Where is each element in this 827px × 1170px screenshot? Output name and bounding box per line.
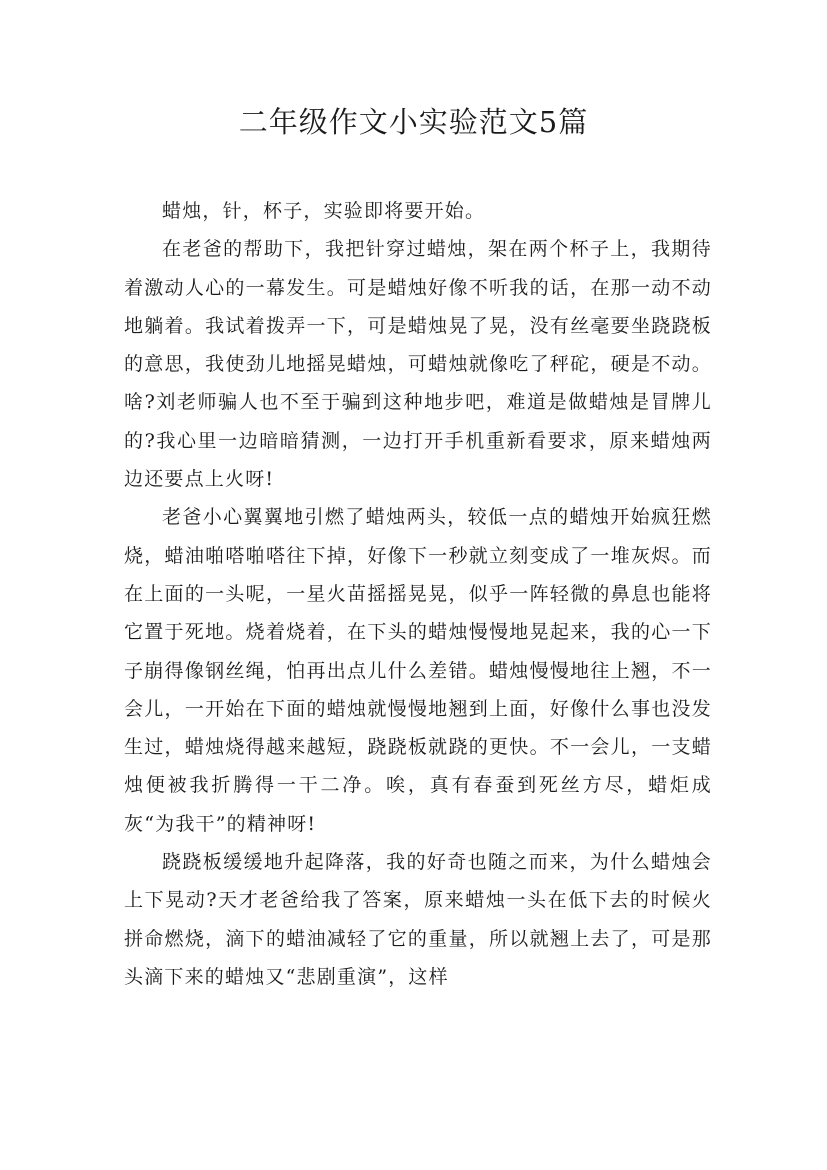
- document-body: [124, 192, 712, 996]
- paragraph-4: 跷跷板缓缓地升起降落，我的好奇也随之而来，为什么蜡烛会上下晃动?天才老爸给我了答案，原来蜡烛一头在低下去的时候火拼命燃烧，滴下的蜡油减轻了它的重量，所以就翘上去了，可是那头滴下来的蜡烛又“悲剧重演”，这样: [124, 851, 712, 988]
- paragraph-3: 老爸小心翼翼地引燃了蜡烛两头，较低一点的蜡烛开始疯狂燃烧，蜡油啪嗒啪嗒往下掉，好像下一秒就立刻变成了一堆灰烬。而在上面的一头呢，一星火苗摇摇晃晃，似乎一阵轻微的鼻息也能将它置于死地。烧着烧着，在下头的蜡烛慢慢地晃起来，我的心一下子崩得像钢丝绳，怕再出点儿什么差错。蜡烛慢慢地往上翘，不一会儿，一开始在下面的蜡烛就慢慢地翘到上面，好像什么事也没发生过，蜡烛烧得越来越短，跷跷板就跷的更快。不一会儿，一支蜡烛便被我折腾得一干二净。唉，真有春蚕到死丝方尽，蜡炬成灰“为我干”的精神呀!: [124, 506, 712, 835]
- paragraph-2: 在老爸的帮助下，我把针穿过蜡烛，架在两个杯子上，我期待着激动人心的一幕发生。可是蜡烛好像不听我的话，在那一动不动地躺着。我试着拨弄一下，可是蜡烛晃了晃，没有丝毫要坐跷跷板的意思，我使劲儿地摇晃蜡烛，可蜡烛就像吃了秤砣，硬是不动。啥?刘老师骗人也不至于骗到这种地步吧，难道是做蜡烛是冒牌儿的?我心里一边暗暗猜测，一边打开手机重新看要求，原来蜡烛两边还要点上火呀!: [124, 238, 712, 491]
- paragraph-1: 蜡烛，针，杯子，实验即将要开始。: [162, 200, 486, 222]
- document-title: 二年级作文小实验范文5篇: [238, 105, 589, 139]
